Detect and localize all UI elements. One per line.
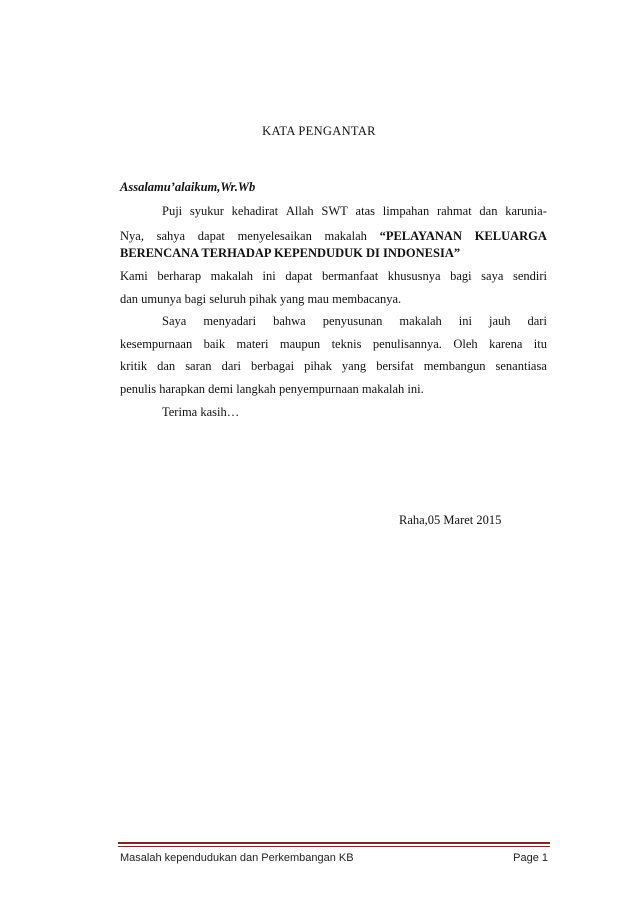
word: kehadirat xyxy=(231,204,279,218)
word: karena xyxy=(489,337,523,351)
word: itu xyxy=(533,337,547,351)
word: dan xyxy=(479,204,498,218)
date-signature: Raha,05 Maret 2015 xyxy=(399,513,502,527)
paragraph2-line3 xyxy=(120,358,547,374)
word: makalah xyxy=(210,269,253,283)
word: makalah xyxy=(399,314,442,328)
word: dari xyxy=(527,314,547,328)
word: sahya xyxy=(156,229,186,243)
word: pihak xyxy=(304,359,332,373)
paragraph2-line1 xyxy=(162,313,547,329)
word: jauh xyxy=(488,314,511,328)
paragraph1-line3: BERENCANA TERHADAP KEPENDUDUK DI INDONESIA” xyxy=(120,246,461,260)
word: Saya xyxy=(162,314,187,328)
page-number: Page 1 xyxy=(513,852,548,864)
word: menyelesaikan xyxy=(237,229,312,243)
word: penulisannya. xyxy=(372,337,442,351)
closing-text: Terima kasih… xyxy=(162,405,240,419)
footer-rule-thick xyxy=(118,842,550,844)
word: Nya, xyxy=(120,229,144,243)
word: sendiri xyxy=(512,269,547,283)
word: ini xyxy=(262,269,276,283)
word: senantiasa xyxy=(495,359,547,373)
word: kesempurnaan xyxy=(120,337,193,351)
word: maupun xyxy=(279,337,321,351)
word: Oleh xyxy=(453,337,478,351)
paragraph2-line2 xyxy=(120,336,547,352)
word: rahmat xyxy=(436,204,472,218)
word: dapat xyxy=(285,269,313,283)
word: membangun xyxy=(423,359,486,373)
word: baik xyxy=(203,337,226,351)
footer-title: Masalah kependudukan dan Perkembangan KB xyxy=(120,852,354,864)
word: ini xyxy=(458,314,472,328)
paragraph1-line1 xyxy=(162,203,547,219)
word: dapat xyxy=(197,229,225,243)
word: penyusunan xyxy=(322,314,383,328)
word: bermanfaat xyxy=(321,269,379,283)
greeting: Assalamu’alaikum,Wr.Wb xyxy=(120,180,256,194)
word: SWT xyxy=(321,204,348,218)
word: Allah xyxy=(285,204,314,218)
word: KELUARGA xyxy=(474,229,547,243)
paragraph1-line2 xyxy=(120,228,547,244)
word: yang xyxy=(341,359,367,373)
word: “PELAYANAN xyxy=(379,229,462,243)
word: atas xyxy=(355,204,375,218)
word: saya xyxy=(481,269,504,283)
word: saran xyxy=(185,359,212,373)
page-title: KATA PENGANTAR xyxy=(262,124,376,138)
footer-rule-thin xyxy=(118,846,550,847)
word: bagi xyxy=(450,269,472,283)
word: kritik xyxy=(120,359,148,373)
word: makalah xyxy=(324,229,367,243)
word: berbagai xyxy=(251,359,295,373)
word: bahwa xyxy=(273,314,306,328)
paragraph1-line5: dan umunya bagi seluruh pihak yang mau membacanya. xyxy=(120,292,402,306)
paragraph2-line4: penulis harapkan demi langkah penyempurnaan makalah ini. xyxy=(120,382,424,396)
word: berharap xyxy=(157,269,202,283)
word: syukur xyxy=(189,204,224,218)
word: dan xyxy=(157,359,176,373)
word: bersifat xyxy=(376,359,414,373)
word: materi xyxy=(236,337,269,351)
word: limpahan xyxy=(382,204,430,218)
paragraph1-line4 xyxy=(120,268,547,284)
word: Kami xyxy=(120,269,148,283)
word: teknis xyxy=(331,337,362,351)
page-footer xyxy=(120,852,548,864)
word: Puji xyxy=(162,204,183,218)
word: dari xyxy=(221,359,242,373)
word: khususnya xyxy=(387,269,441,283)
word: karunia- xyxy=(505,204,547,218)
word: menyadari xyxy=(203,314,257,328)
